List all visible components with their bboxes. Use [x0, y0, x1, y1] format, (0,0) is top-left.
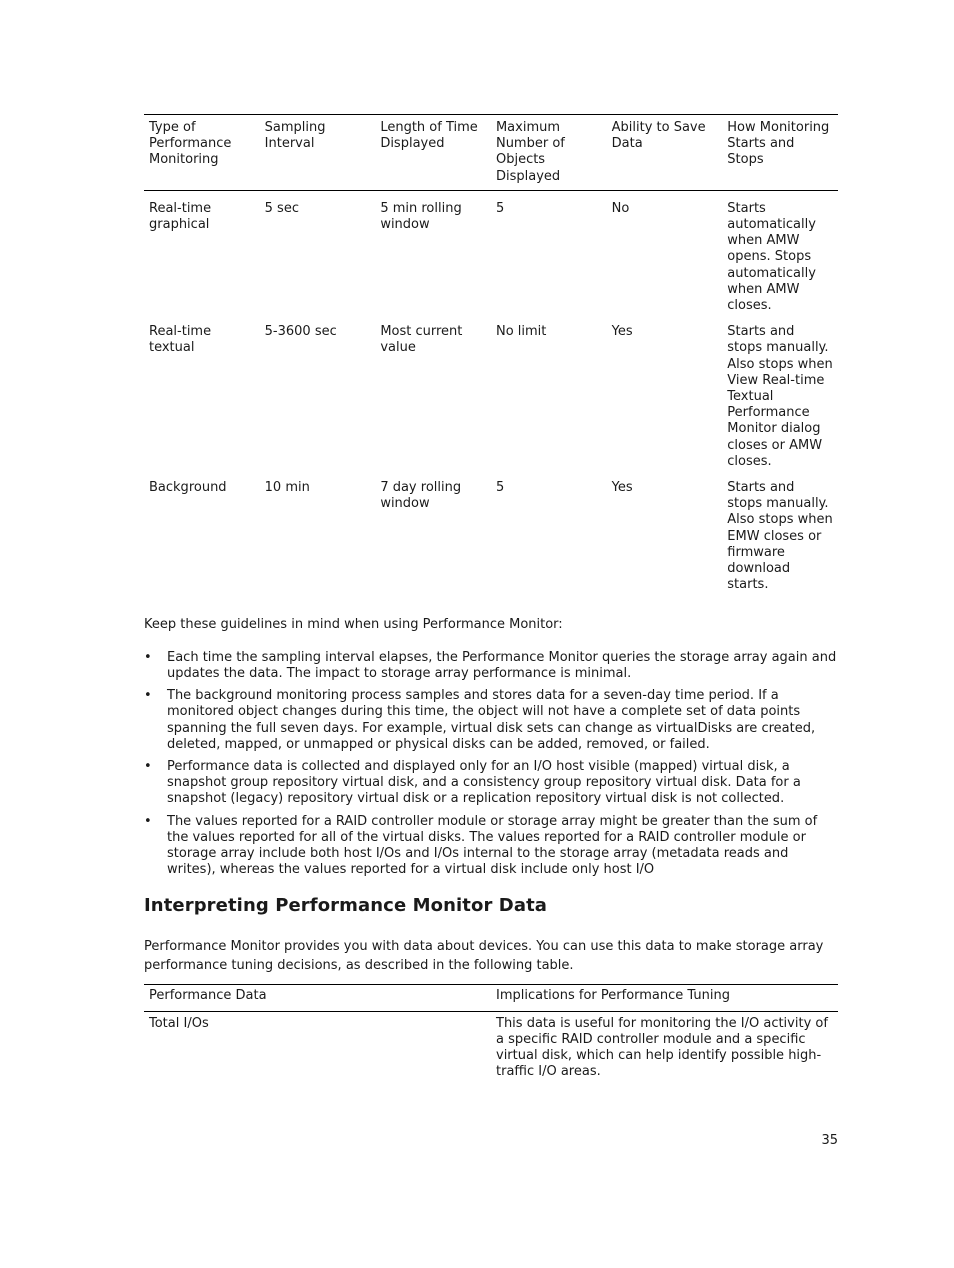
table-cell: Real-time graphical — [149, 200, 212, 233]
table-cell: 10 min — [264, 480, 310, 496]
page-number: 35 — [821, 1133, 838, 1148]
section-heading — [144, 895, 838, 917]
list-item — [144, 650, 838, 682]
monitoring-types-table — [144, 114, 838, 603]
guidelines-list — [144, 650, 838, 879]
table-row — [144, 314, 838, 470]
header-max-objects: Maximum Number of Objects Displayed — [495, 120, 565, 184]
table-cell: Starts and stops manually. Also stops when View Real-time Textual Performance Monitor dialog closes or AMW closes. — [727, 324, 833, 469]
list-item — [144, 688, 838, 753]
table-row — [144, 190, 838, 314]
list-item — [144, 759, 838, 808]
table-header-row — [144, 115, 838, 191]
list-item-text: The values reported for a RAID controller module or storage array might be greater than the sum of the values reported for all of the virtual disks. The values reported for a RAID controller module or storage array include both host I/Os and I/Os internal to the storage array (metadata reads and writes), whereas the values reported for a virtual disk include only host I/O — [167, 813, 818, 878]
header-type: Type of Performance Monitoring — [149, 120, 232, 168]
table-cell: 5 min rolling window — [380, 200, 462, 233]
table-cell: No — [611, 200, 630, 216]
table-cell: 5 — [495, 480, 505, 496]
table-cell: Total I/Os — [149, 1015, 209, 1031]
header-length-of-time: Length of Time Displayed — [380, 120, 478, 152]
header-performance-data: Performance Data — [149, 988, 267, 1004]
header-start-stop: How Monitoring Starts and Stops — [727, 120, 830, 168]
table-row — [144, 1011, 838, 1086]
header-implications: Implications for Performance Tuning — [496, 988, 730, 1004]
table-cell: No limit — [495, 324, 547, 340]
list-item-text: Performance data is collected and displayed only for an I/O host visible (mapped) virtual disk, a snapshot group repository virtual disk, and a consistency group repository virtual disk. Data for a snapshot (legacy) repository virtual disk or a replication repository virtual disk is not collected. — [167, 758, 801, 807]
table-cell: Starts and stops manually. Also stops when EMW closes or firmware download starts. — [727, 480, 833, 593]
list-item — [144, 814, 838, 879]
table-cell: Background — [149, 480, 227, 496]
tuning-table — [144, 984, 838, 1086]
table-cell: 5 — [495, 200, 505, 216]
table-cell: Most current value — [380, 324, 463, 356]
table-cell: This data is useful for monitoring the I/O activity of a specific RAID controller module and a specific virtual disk, which can help identify possible high-traffic I/O areas. — [496, 1015, 828, 1080]
table-header-row — [144, 985, 838, 1011]
list-item-text: The background monitoring process samples and stores data for a seven-day time period. If a monitored object changes during this time, the object will not have a complete set of data points spanning the full seven days. For example, virtual disk sets can change as virtualDisks are created, deleted, mapped, or unmapped or physical disks can be added, removed, or failed. — [167, 688, 816, 752]
bullet-icon: • — [144, 649, 152, 665]
table-cell: Yes — [611, 480, 633, 496]
table-cell: 5 sec — [264, 200, 299, 216]
page-content — [144, 114, 838, 1086]
bullet-icon: • — [144, 688, 152, 704]
header-save-data: Ability to Save Data — [611, 120, 706, 152]
table-cell: 7 day rolling window — [380, 480, 462, 512]
header-sampling-interval: Sampling Interval — [264, 120, 326, 152]
guidelines-intro: Keep these guidelines in mind when using Performance Monitor: — [144, 617, 563, 633]
section-paragraph: Performance Monitor provides you with data about devices. You can use this data to make storage array performance tuning decisions, as described in the following table. — [144, 939, 824, 974]
section-heading-text: Interpreting Performance Monitor Data — [144, 895, 548, 917]
table-row — [144, 470, 838, 603]
table-cell: Starts automatically when AMW opens. Stops automatically when AMW closes. — [727, 200, 816, 314]
table-cell: Yes — [611, 324, 633, 340]
table-cell: Real-time textual — [149, 324, 212, 356]
table-cell: 5-3600 sec — [264, 324, 337, 340]
bullet-icon: • — [144, 813, 152, 829]
bullet-icon: • — [144, 758, 152, 774]
list-item-text: Each time the sampling interval elapses, the Performance Monitor queries the storage array again and updates the data. The impact to storage array performance is minimal. — [167, 649, 837, 681]
